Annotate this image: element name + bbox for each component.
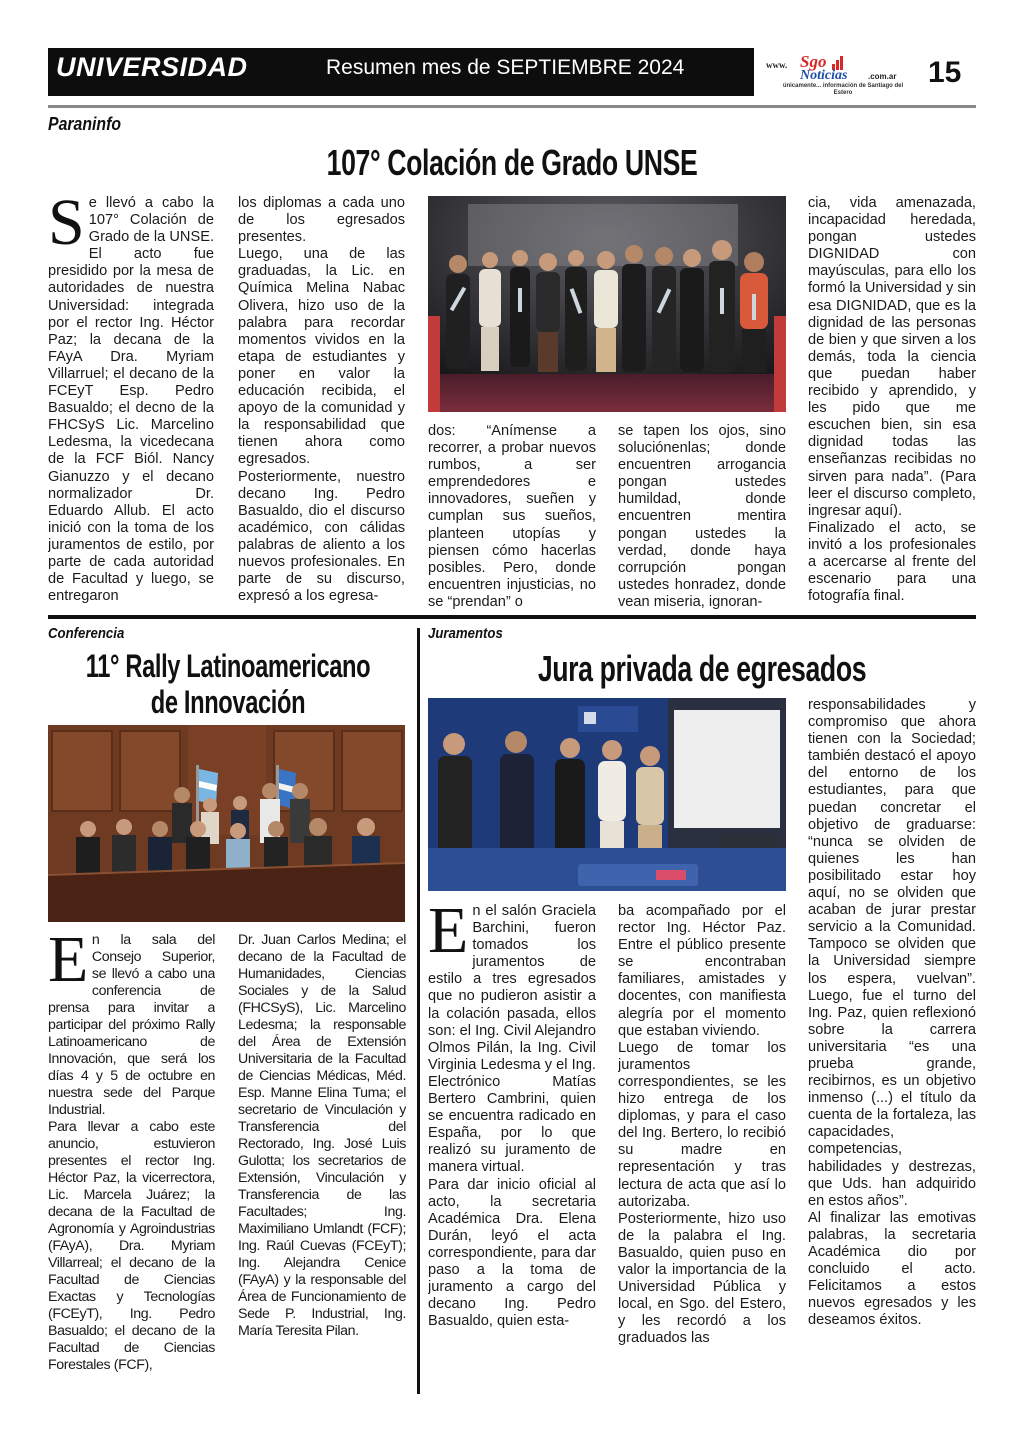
article2-label: Conferencia	[48, 625, 125, 642]
article1-column-4	[618, 423, 786, 611]
article3-col1-text: n el salón Graciela Barchini, fueron tomados los juramentos de estilo a tres egresados que no pudieron asistir a la colación pasada, ellos son: el Ing. Civil Alejandro Olmos Pilán, la Ing. Civil Virginia Ledesma y el Ing. Electrónico Matías Bertero Cambrini, quien se encuentra radicado en España, por lo que realizó su juramento de manera virtual.	[428, 903, 596, 1176]
article3-column-1	[428, 903, 596, 1395]
article2-col1-text: n la sala del Consejo Superior, se llevó a cabo una conferencia de prensa para invitar a participar del próximo Rally Latinoamericano de Innovación, que será los días 4 y 5 de octubre en nuestra sede del Parque Industrial.	[48, 932, 215, 1118]
article3-col2-p1: ba acompañado por el rector Ing. Héctor Paz. Entre el público presente se encontraban familiares, amistades y docentes, con manifiesta alegría por el momento que estaban viviendo.	[618, 903, 786, 1039]
article3-title: Jura privada de egresados	[537, 648, 867, 689]
article2-dropcap: E	[48, 932, 88, 996]
oath-photo-illustration	[428, 698, 786, 891]
article3-col1-p1	[428, 903, 596, 1177]
article2-col1-p1	[48, 932, 215, 1119]
article1-title: 107° Colación de Grado UNSE	[326, 142, 698, 183]
article3-dropcap: E	[428, 903, 469, 967]
article1-col2-p3: Posteriormente, nuestro decano Ing. Pedro Basualdo, dio el discurso académico, con cálidas palabras de aliento a los nuevos profesionales. En parte de su discurso, expresó a los egresa-	[238, 468, 405, 605]
article1-column-5	[808, 195, 976, 611]
header-rule	[48, 105, 976, 108]
logo-sgo: Sgo	[800, 52, 827, 71]
logo-www: www.	[766, 60, 788, 70]
article3-col3-p1: responsabilidades y compromiso que ahora tienen con la Sociedad; también destacó el apoyo del entorno de los estudiantes, para que puedan concretar el objetivo de graduarse: “nunca se olviden de quienes les han posibilitado estar hoy aquí, no se olviden que acaban de jurar prestar servicio a la Comunidad. Tampoco se olviden que la Universidad siempre los espera, vuelvan”. Luego, fue el turno del Ing. Paz, quien reflexionó sobre la carrera universitaria “es una prueba grande, recibirnos, es un objetivo inmenso (...) el título da cuenta de la fortaleza, las capacidades, competencias, habilidades y destrezas, que Uds. han adquirido en estos años”.	[808, 697, 976, 1209]
article1-col2-p1: los diplomas a cada uno de los egresados presentes.	[238, 195, 405, 246]
article1-label: Paraninfo	[48, 114, 122, 134]
issue-summary: Resumen mes de SEPTIEMBRE 2024	[326, 56, 685, 79]
article1-col3-text: dos: “Anímense a recorrer, a probar nuevos rumbos, a ser emprendedores e innovadores, sueñen y cumplan sus sueños, planteen utopías y piensen cómo hacerlas posibles. Pero, donde encuentren injusticias, no se “prendan” o	[428, 423, 596, 610]
graduation-ceremony-photo	[428, 196, 786, 412]
article3-column-3	[808, 697, 976, 1397]
article1-col5-p1: cia, vida amenazada, incapacidad heredada, pongan ustedes DIGNIDAD con mayúsculas, para ello los formó la Universidad y sin esa DIGNIDAD, que es la dignidad de las personas de bien y que sirven a los demás, toda la ciencia que puedan haber recibido y aprendido, y les pido que me escuchen bien, sin esa dignidad todas las enseñanzas recibidas no sirven para nada”. (Para leer el discurso completo, ingresar aquí).	[808, 195, 976, 519]
vertical-divider	[417, 628, 420, 1394]
section-title: UNIVERSIDAD	[56, 52, 248, 82]
article2-column-2	[238, 932, 406, 1388]
newspaper-logo	[766, 50, 906, 96]
private-oath-photo	[428, 698, 786, 891]
article1-dropcap: S	[48, 195, 85, 259]
article1-column-2	[238, 195, 405, 611]
article2-col2-text: Dr. Juan Carlos Medina; el decano de la Facultad de Humanidades, Ciencias Sociales y de la Salud (FHCSyS), Lic. Marcelino Ledesma; la responsable del Área de Extensión Universitaria de la Facultad de Ciencias Médicas, Méd. Esp. Manne Elina Tuma; el secretario de Vinculación y Transferencia del Rectorado, Ing. José Luis Gulotta; los secretarios de Extensión, Vinculación y Transferencia de las Facultades; Ing. Maximiliano Umlandt (FCF); Ing. Raúl Cuevas (FCEyT); Ing. Alejandra Cenice (FAyA) y la responsable del Área de Funcionamiento de Sede P. Industrial, Ing. María Teresita Pilan.	[238, 932, 406, 1339]
logo-tagline: únicamente... información de Santiago del Estero	[782, 83, 904, 96]
article1-column-1	[48, 195, 214, 611]
section-divider	[48, 615, 976, 619]
article3-col3-p2: Al finalizar las emotivas palabras, la secretaria Académica dio por concluido el acto. Felicitamos a estos nuevos egresados y les deseamos éxitos.	[808, 1209, 976, 1329]
article1-column-3	[428, 423, 596, 611]
article3-col1-p2: Para dar inicio oficial al acto, la secretaria Académica Dra. Elena Durán, leyó el acta correspondiente, para dar paso a la toma de juramento a cargo del decano Ing. Pedro Basualdo, quien esta-	[428, 1176, 596, 1330]
article2-title-line2: de Innovación	[150, 684, 306, 720]
conference-photo-illustration	[48, 725, 405, 922]
article1-col1-text: e llevó a cabo la 107° Colación de Grado de la UNSE. El acto fue presidido por la mesa de autoridades de nuestra Universidad: integrada por el rector Ing. Héctor Paz; la decana de la FAyA Dra. Myriam Villarruel; el decano de la FCEyT Esp. Pedro Basualdo; el decno de la FHCSyS Lic. Marcelino Ledesma, la vicedecana de la FCF Biól. Nancy Gianuzzo y el decano normalizador Dr. Eduardo Allub. El acto inició con la toma de los juramentos de estilo, por parte de cada autoridad de Facultad y luego, se entregaron	[48, 195, 214, 605]
graduation-photo-illustration	[428, 196, 786, 412]
page-number: 15	[928, 56, 962, 89]
article3-column-2	[618, 903, 786, 1395]
article2-title	[80, 648, 376, 720]
article2-column-1	[48, 932, 215, 1388]
article1-col4-text: se tapen los ojos, sino soluciónenlas; donde encuentren arrogancia pongan ustedes humildad, donde encuentren mentira pongan ustedes la verdad, donde haya corrupción pongan ustedes honradez, donde vean miseria, ignoran-	[618, 423, 786, 610]
press-conference-photo	[48, 725, 405, 922]
logo-domain: .com.ar	[868, 72, 897, 81]
article3-col2-p2: Luego de tomar los juramentos correspondientes, se les hizo entrega de los diplomas, y para el caso del Ing. Bertero, lo recibió su madre en representación y tras lectura de acta que así lo autorizaba. Posteriormente, hizo uso de la palabra el Ing. Basualdo, quien puso en valor la importancia de la Universidad Pública y local, en Sgo. del Estero, y les recordó a los graduados las	[618, 1039, 786, 1347]
article2-title-line1: 11° Rally Latinoamericano	[85, 648, 371, 684]
logo-noticias: Noticias	[800, 68, 848, 83]
article1-col2-p2: Luego, una de las graduadas, la Lic. en Química Melina Nabac Olivera, hizo uso de la palabra para recordar momentos vividos en la etapa de estudiantes y poner en valor la educación recibida, el apoyo de la comunidad y la responsabilidad que tienen ahora como egresados.	[238, 246, 405, 468]
article1-col5-p2: Finalizado el acto, se invitó a los profesionales a acercarse al frente del escenario para una fotografía final.	[808, 519, 976, 605]
article3-label: Juramentos	[428, 625, 503, 642]
article2-col1-p2: Para llevar a cabo este anuncio, estuvieron presentes el rector Ing. Héctor Paz, la vicerrectora, Lic. Marcela Juárez; la decana de la Facultad de Agronomía y Agroindustrias (FAyA), Dra. Myriam Villarreal; el decano de la Facultad de Ciencias Exactas y Tecnologías (FCEyT), Ing. Pedro Basualdo; el decano de la Facultad de Ciencias Forestales (FCF),	[48, 1119, 215, 1373]
